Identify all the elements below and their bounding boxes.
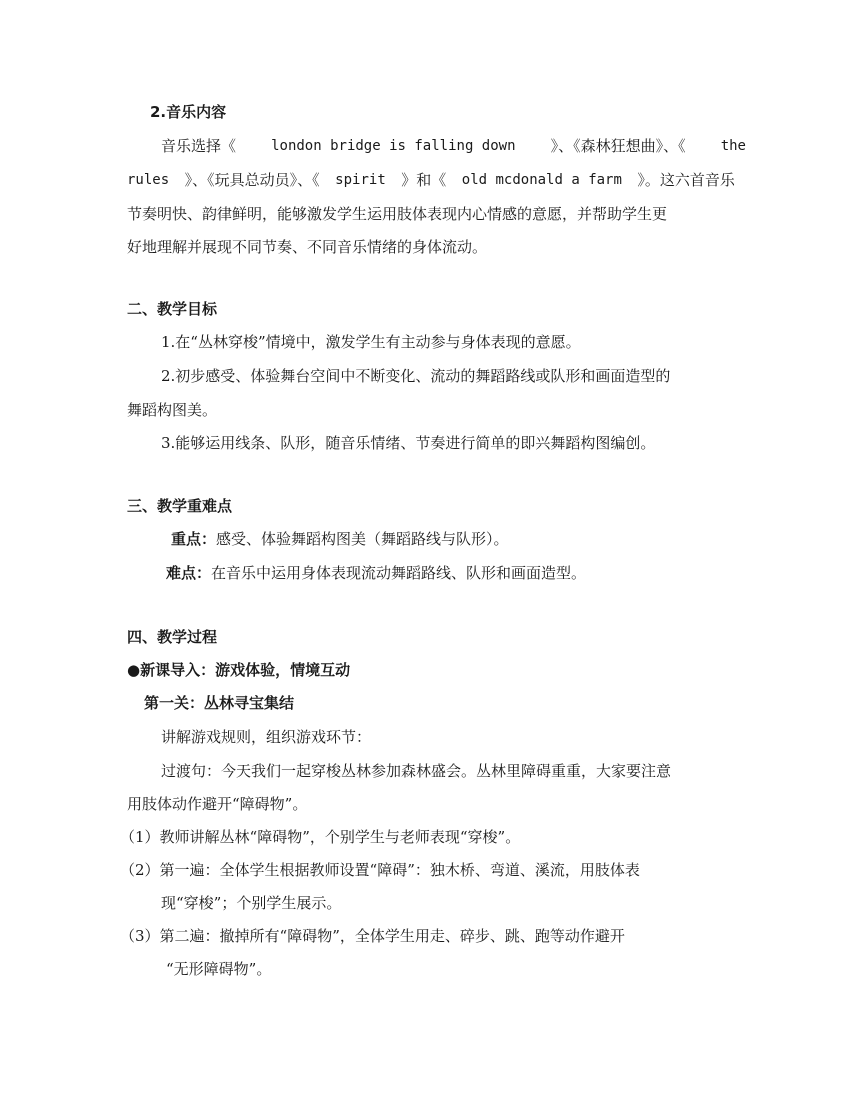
text-fragment: 》、《森林狂想曲》、《 bbox=[550, 137, 686, 155]
goal-item-2-line2: 舞蹈构图美。 bbox=[127, 401, 218, 419]
key-points-heading: 三、教学重难点 bbox=[127, 497, 233, 515]
game-rules-intro: 讲解游戏规则，组织游戏环节： bbox=[161, 728, 372, 746]
difficult-point bbox=[166, 563, 586, 583]
transition-line2: 用肢体动作避开“障碍物”。 bbox=[127, 795, 308, 813]
level-one-title: 第一关：丛林寻宝集结 bbox=[144, 694, 295, 712]
music-paragraph-line3: 节奏明快、韵律鲜明，能够激发学生运用肢体表现内心情感的意愿，并帮助学生更 bbox=[127, 205, 668, 223]
key-point bbox=[171, 529, 509, 549]
song-title: old mcdonald a farm bbox=[461, 172, 622, 188]
goal-item-1: 1.在“丛林穿梭”情境中，激发学生有主动参与身体表现的意愿。 bbox=[161, 333, 581, 351]
step-2-line2: 现“穿梭”；个别学生展示。 bbox=[161, 894, 342, 912]
music-heading: 2.音乐内容 bbox=[150, 103, 227, 121]
process-heading: 四、教学过程 bbox=[127, 628, 218, 646]
song-title: rules bbox=[127, 172, 170, 188]
step-3-line2: “无形障碍物”。 bbox=[166, 960, 272, 978]
difficult-point-text: 在音乐中运用身体表现流动舞蹈路线、队形和画面造型。 bbox=[211, 564, 587, 582]
step-3-line1: （3）第二遍：撤掉所有“障碍物”，全体学生用走、碎步、跳、跑等动作避开 bbox=[120, 927, 625, 945]
process-bullet-intro: ●新课导入：游戏体验，情境互动 bbox=[127, 661, 351, 679]
music-paragraph-line2 bbox=[127, 170, 735, 190]
key-point-label: 重点： bbox=[171, 530, 217, 548]
goal-item-2-line1: 2.初步感受、体验舞台空间中不断变化、流动的舞蹈路线或队形和画面造型的 bbox=[161, 367, 671, 385]
song-title: london bridge is falling down bbox=[271, 138, 516, 154]
step-1: （1）教师讲解丛林“障碍物”，个别学生与老师表现“穿梭”。 bbox=[120, 828, 521, 846]
key-point-text: 感受、体验舞蹈构图美（舞蹈路线与队形）。 bbox=[216, 530, 509, 548]
goal-item-3: 3.能够运用线条、队形，随音乐情绪、节奏进行简单的即兴舞蹈构图编创。 bbox=[161, 434, 656, 452]
transition-line1: 过渡句：今天我们一起穿梭丛林参加森林盛会。丛林里障碍重重，大家要注意 bbox=[161, 762, 672, 780]
song-title: spirit bbox=[335, 172, 386, 188]
text-fragment: 》和《 bbox=[401, 171, 447, 189]
text-fragment: 》、《玩具总动员》、《 bbox=[184, 171, 320, 189]
text-fragment: 音乐选择《 bbox=[161, 137, 237, 155]
music-paragraph-line1 bbox=[161, 136, 746, 156]
step-2-line1: （2）第一遍：全体学生根据教师设置“障碍”：独木桥、弯道、溪流，用肢体表 bbox=[120, 861, 640, 879]
goals-heading: 二、教学目标 bbox=[127, 300, 218, 318]
music-paragraph-line4: 好地理解并展现不同节奏、不同音乐情绪的身体流动。 bbox=[127, 238, 488, 256]
difficult-point-label: 难点： bbox=[166, 564, 212, 582]
text-fragment: 》。这六首音乐 bbox=[637, 171, 735, 189]
song-title: the bbox=[720, 138, 746, 154]
